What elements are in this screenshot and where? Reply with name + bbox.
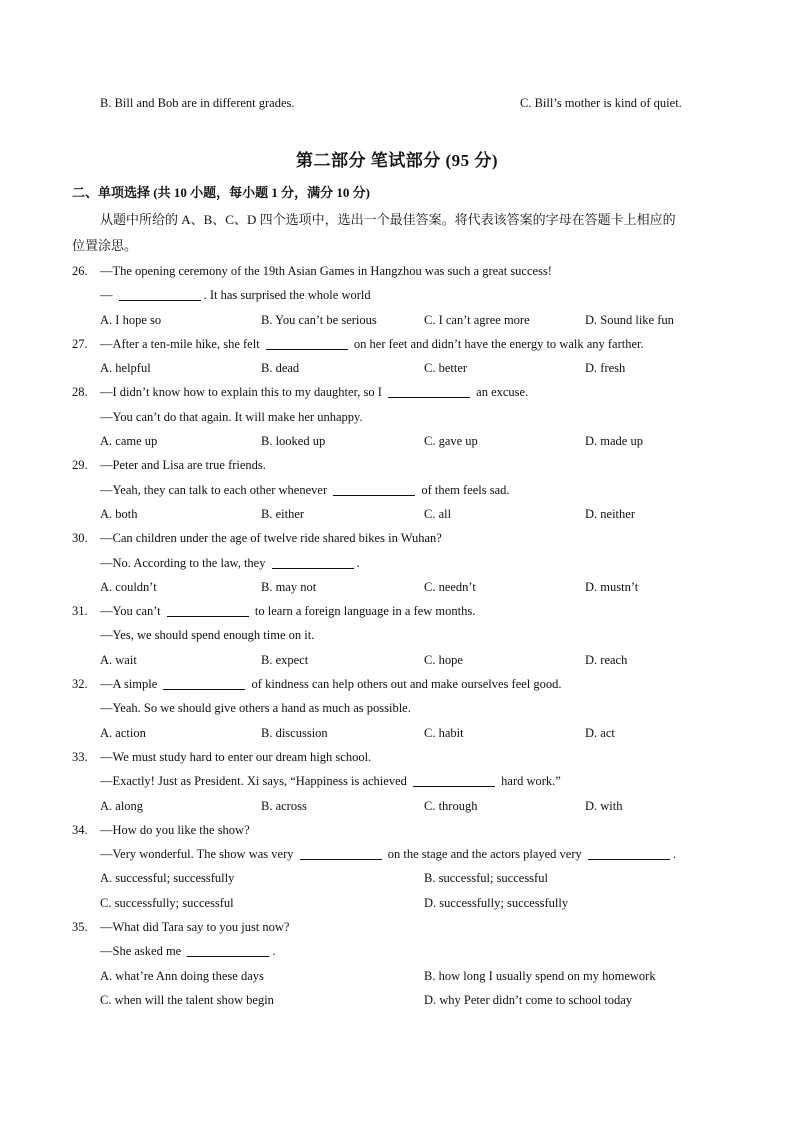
question-text-segment: . It has surprised the whole world	[203, 288, 371, 303]
question-text-segment: —Yeah, they can talk to each other whenever	[100, 482, 331, 497]
question-text-segment: —She asked me	[100, 944, 185, 959]
answer-option[interactable]: D. successfully; successfully	[424, 895, 569, 910]
question-text	[100, 939, 275, 963]
question-list	[0, 259, 794, 1012]
question-item	[0, 745, 794, 818]
question-number: 33.	[72, 749, 88, 764]
answer-option[interactable]: C. all	[424, 506, 452, 521]
question-text	[100, 453, 266, 477]
question-text-segment: —	[100, 288, 116, 303]
answer-option[interactable]: D. reach	[585, 652, 628, 667]
question-text	[100, 745, 371, 769]
question-item	[0, 915, 794, 1012]
options-row	[0, 648, 794, 672]
answer-blank[interactable]	[266, 335, 348, 350]
answer-blank[interactable]	[119, 286, 201, 301]
question-line	[0, 623, 794, 647]
answer-blank[interactable]	[300, 845, 382, 860]
question-line	[0, 769, 794, 793]
answer-option[interactable]: D. made up	[585, 434, 643, 449]
answer-option[interactable]: B. either	[261, 506, 305, 521]
question-item	[0, 453, 794, 526]
options-row	[0, 964, 794, 988]
answer-blank[interactable]	[187, 942, 269, 957]
answer-option[interactable]: B. may not	[261, 579, 317, 594]
answer-option[interactable]: A. couldn’t	[100, 579, 157, 594]
question-line	[0, 283, 794, 307]
question-text-segment: —Yes, we should spend enough time on it.	[100, 628, 315, 643]
question-number: 28.	[72, 385, 88, 400]
options-row	[0, 356, 794, 380]
question-item	[0, 332, 794, 381]
question-text	[100, 478, 510, 502]
answer-option[interactable]: D. fresh	[585, 361, 626, 376]
answer-blank[interactable]	[333, 481, 415, 496]
answer-blank[interactable]	[167, 602, 249, 617]
question-text	[100, 259, 552, 283]
answer-option[interactable]: B. how long I usually spend on my homework	[424, 968, 656, 983]
instructions-line: 从题中所给的 A、B、C、D 四个选项中，选出一个最佳答案。将代表该答案的字母在答题卡上相应的	[100, 212, 676, 227]
question-text	[100, 405, 363, 429]
question-text	[100, 332, 644, 356]
question-text	[100, 283, 371, 307]
answer-option[interactable]: A. action	[100, 725, 146, 740]
question-text	[100, 842, 676, 866]
part-title: 第二部分 笔试部分 (95 分)	[295, 151, 499, 170]
question-text-segment: .	[356, 555, 360, 570]
question-text-segment: .	[672, 847, 677, 862]
instructions-line: 位置涂思。	[72, 238, 138, 253]
question-text-segment: —After a ten-mile hike, she felt	[100, 336, 263, 351]
question-number: 30.	[72, 531, 88, 546]
question-text-segment: on the stage and the actors played very	[384, 847, 585, 862]
answer-option[interactable]: A. both	[100, 506, 138, 521]
answer-option[interactable]: D. Sound like fun	[585, 312, 674, 327]
question-text	[100, 672, 562, 696]
answer-option[interactable]: B. dead	[261, 361, 300, 376]
question-item	[0, 599, 794, 672]
question-line	[0, 380, 794, 404]
question-number: 26.	[72, 264, 88, 278]
question-line	[0, 332, 794, 356]
question-text-segment: —You can’t do that again. It will make her unhappy.	[100, 409, 363, 424]
question-line	[0, 259, 794, 283]
options-row	[0, 866, 794, 890]
answer-option[interactable]: B. discussion	[261, 725, 328, 740]
question-item	[0, 526, 794, 599]
answer-option[interactable]: B. across	[261, 798, 307, 813]
previous-question-options	[0, 96, 794, 114]
answer-option[interactable]: B. expect	[261, 652, 309, 667]
answer-option[interactable]: D. mustn’t	[585, 579, 639, 594]
question-text	[100, 696, 411, 720]
question-text	[100, 526, 442, 550]
answer-option[interactable]: C. hope	[424, 652, 463, 667]
answer-blank[interactable]	[588, 845, 670, 860]
question-line	[0, 453, 794, 477]
question-line	[0, 745, 794, 769]
options-row	[0, 794, 794, 818]
answer-option[interactable]: D. with	[585, 798, 623, 813]
option-b: B. Bill and Bob are in different grades.	[100, 96, 295, 110]
question-text-segment: of kindness can help others out and make ourselves feel good.	[248, 677, 562, 692]
question-line	[0, 842, 794, 866]
answer-blank[interactable]	[413, 772, 495, 787]
question-text	[100, 915, 289, 939]
question-number: 32.	[72, 677, 88, 692]
answer-option[interactable]: D. act	[585, 725, 615, 740]
question-text-segment: —How do you like the show?	[100, 822, 250, 837]
answer-option[interactable]: C. needn’t	[424, 579, 476, 594]
question-text-segment: hard work.”	[498, 774, 561, 789]
question-text-segment: on her feet and didn’t have the energy to walk any farther.	[350, 336, 644, 351]
answer-option[interactable]: A. I hope so	[100, 312, 162, 327]
question-line	[0, 672, 794, 696]
question-text-segment: —Can children under the age of twelve ride shared bikes in Wuhan?	[100, 531, 442, 546]
question-text-segment: an excuse.	[473, 385, 529, 400]
question-text-segment: —A simple	[100, 677, 161, 692]
answer-option[interactable]: C. better	[424, 361, 468, 376]
question-text	[100, 380, 528, 404]
question-item	[0, 259, 794, 332]
question-text-segment: —What did Tara say to you just now?	[100, 920, 290, 935]
answer-option[interactable]: C. through	[424, 798, 478, 813]
question-line	[0, 526, 794, 550]
question-text	[100, 818, 250, 842]
instructions	[72, 207, 724, 259]
section-title: 二、单项选择 (共 10 小题，每小题 1 分，满分 10 分)	[72, 185, 370, 200]
option-c: C. Bill’s mother is kind of quiet.	[520, 96, 682, 110]
question-text	[100, 599, 475, 623]
answer-option[interactable]: C. I can’t agree more	[424, 312, 530, 327]
answer-option[interactable]: A. what’re Ann doing these days	[100, 968, 264, 983]
answer-blank[interactable]	[163, 675, 245, 690]
answer-blank[interactable]	[388, 383, 470, 398]
options-row	[0, 988, 794, 1012]
answer-option[interactable]: A. wait	[100, 652, 137, 667]
question-text-segment: of them feels sad.	[418, 482, 510, 497]
question-number: 35.	[72, 920, 88, 935]
question-text-segment: .	[272, 944, 276, 959]
question-text-segment: —We must study hard to enter our dream high school.	[100, 749, 372, 764]
question-line	[0, 818, 794, 842]
question-line	[0, 478, 794, 502]
question-text-segment: —I didn’t know how to explain this to my daughter, so I	[100, 385, 386, 400]
answer-option[interactable]: B. You can’t be serious	[261, 312, 377, 327]
answer-option[interactable]: C. habit	[424, 725, 464, 740]
question-text-segment: —Exactly! Just as President. Xi says, “Happiness is achieved	[100, 774, 411, 789]
answer-option[interactable]: A. helpful	[100, 361, 151, 376]
question-number: 27.	[72, 336, 88, 351]
question-line	[0, 599, 794, 623]
question-line	[0, 696, 794, 720]
question-line	[0, 551, 794, 575]
options-row	[0, 575, 794, 599]
question-text-segment: —Yeah. So we should give others a hand as much as possible.	[100, 701, 411, 716]
question-text-segment: —No. According to the law, they	[100, 555, 269, 570]
options-row	[0, 721, 794, 745]
question-text	[100, 551, 360, 575]
question-number: 29.	[72, 458, 88, 473]
answer-option[interactable]: B. looked up	[261, 434, 326, 449]
options-row	[0, 429, 794, 453]
options-row	[0, 891, 794, 915]
answer-option[interactable]: A. along	[100, 798, 144, 813]
question-text-segment: —You can’t	[100, 604, 164, 619]
question-text	[100, 769, 561, 793]
answer-option[interactable]: D. why Peter didn’t come to school today	[424, 992, 633, 1007]
question-text-segment: —Very wonderful. The show was very	[100, 847, 297, 862]
answer-option[interactable]: D. neither	[585, 506, 635, 521]
question-item	[0, 672, 794, 745]
question-number: 31.	[72, 604, 88, 619]
answer-blank[interactable]	[272, 554, 354, 569]
answer-option[interactable]: B. successful; successful	[424, 871, 548, 886]
question-number: 34.	[72, 822, 88, 837]
answer-option[interactable]: A. successful; successfully	[100, 871, 235, 886]
question-text-segment: —The opening ceremony of the 19th Asian Games in Hangzhou was such a great success!	[100, 264, 552, 278]
answer-option[interactable]: A. came up	[100, 434, 158, 449]
question-text-segment: to learn a foreign language in a few months.	[251, 604, 476, 619]
question-line	[0, 939, 794, 963]
question-line	[0, 915, 794, 939]
question-item	[0, 380, 794, 453]
options-row	[0, 308, 794, 332]
answer-option[interactable]: C. successfully; successful	[100, 895, 234, 910]
question-line	[0, 405, 794, 429]
options-row	[0, 502, 794, 526]
answer-option[interactable]: C. when will the talent show begin	[100, 992, 274, 1007]
question-item	[0, 818, 794, 915]
question-text	[100, 623, 314, 647]
question-text-segment: —Peter and Lisa are true friends.	[100, 458, 266, 473]
answer-option[interactable]: C. gave up	[424, 434, 478, 449]
